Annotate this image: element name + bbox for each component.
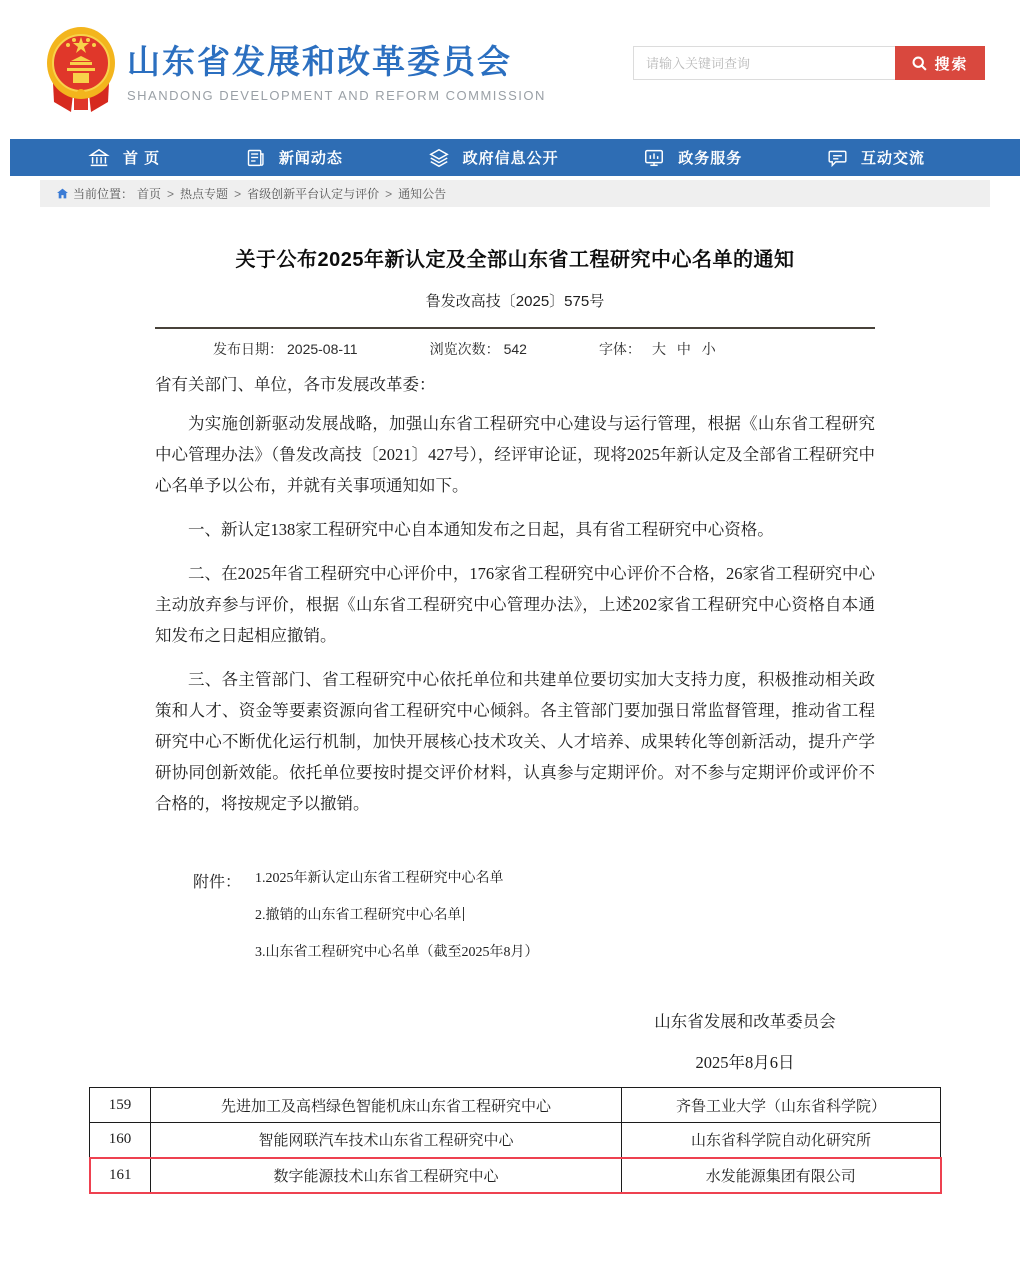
center-list-table — [89, 1087, 942, 1194]
national-emblem-logo — [45, 25, 117, 113]
row-number-cell: 161 — [90, 1158, 151, 1193]
view-count-value: 542 — [503, 341, 527, 357]
layers-icon — [428, 147, 450, 169]
brand-text — [127, 36, 546, 103]
table-row — [90, 1123, 941, 1158]
breadcrumb-item-home[interactable]: 首页 — [137, 187, 162, 201]
font-size-large-button[interactable]: 大 — [651, 341, 666, 357]
search-button[interactable] — [895, 46, 985, 80]
nav-item-gov-services[interactable] — [643, 147, 742, 169]
search-bar — [633, 46, 985, 80]
text-cursor — [463, 907, 464, 921]
nav-item-interaction[interactable] — [827, 147, 925, 168]
chat-bubble-icon — [827, 147, 848, 168]
table-row-highlighted — [90, 1158, 941, 1193]
home-icon — [56, 187, 69, 200]
nav-item-label: 政务服务 — [678, 150, 743, 167]
signature-org: 山东省发展和改革委员会 — [654, 1012, 836, 1031]
paragraph: 一、新认定138家工程研究中心自本通知发布之日起，具有省工程研究中心资格。 — [188, 520, 774, 539]
paragraph: 三、各主管部门、省工程研究中心依托单位和共建单位要切实加大支持力度，积极推动相关政策和人才、资金等要素资源向省工程研究中心倾斜。各主管部门要加强日常监督管理，推动省工程研究中心不断优化运行机制，加快开展核心技术攻关、人才培养、成果转化等创新活动，提升产学研协同创新效能。依托单位要按时提交评价材料，认真参与定期评价。对不参与定期评价或评价不合格的，将按规定予以撤销。 — [155, 670, 875, 813]
breadcrumb-separator: > — [234, 186, 242, 201]
row-number-cell: 159 — [90, 1088, 151, 1123]
signature-block — [615, 1008, 875, 1073]
org-name-cell: 水发能源集团有限公司 — [622, 1158, 941, 1193]
search-icon — [911, 55, 928, 72]
site-title: 山东省发展和改革委员会 — [127, 42, 512, 80]
publish-date-label: 发布日期： — [213, 341, 283, 357]
font-size-medium-button[interactable]: 中 — [676, 341, 691, 357]
org-name-cell: 齐鲁工业大学（山东省科学院） — [622, 1088, 941, 1123]
brand[interactable] — [45, 25, 546, 113]
attachment-link-3[interactable]: 3.山东省工程研究中心名单（截至2025年8月） — [255, 945, 539, 960]
breadcrumb-separator: > — [167, 186, 175, 201]
attachment-link-2[interactable] — [255, 906, 539, 926]
bank-icon — [88, 147, 110, 169]
font-size-control — [599, 339, 716, 359]
attachment-link-2-text: 2.撤销的山东省工程研究中心名单 — [255, 908, 462, 923]
org-name-cell: 山东省科学院自动化研究所 — [622, 1123, 941, 1158]
attachments — [155, 869, 875, 980]
salutation: 省有关部门、单位，各市发展改革委： — [155, 375, 436, 394]
signature-date: 2025年8月6日 — [695, 1053, 795, 1072]
font-size-label: 字体： — [598, 341, 641, 357]
attachments-label: 附件： — [193, 874, 242, 891]
breadcrumb-item-topics[interactable]: 热点专题 — [180, 187, 229, 201]
center-name-cell: 数字能源技术山东省工程研究中心 — [151, 1158, 622, 1193]
row-number-cell: 160 — [90, 1123, 151, 1158]
attachment-link-1[interactable]: 1.2025年新认定山东省工程研究中心名单 — [255, 871, 504, 886]
center-name-cell: 智能网联汽车技术山东省工程研究中心 — [151, 1123, 622, 1158]
nav-item-label: 互动交流 — [860, 150, 925, 167]
breadcrumb-item-platform[interactable]: 省级创新平台认定与评价 — [247, 187, 380, 201]
breadcrumb-item-notices[interactable]: 通知公告 — [398, 187, 447, 201]
search-input[interactable] — [633, 46, 895, 80]
view-count-label: 浏览次数： — [429, 341, 500, 357]
paragraph: 为实施创新驱动发展战略，加强山东省工程研究中心建设与运行管理，根据《山东省工程研究中心管理办法》（鲁发改高技〔2021〕427号），经评审论证，现将2025年新认定及全部省工程研究中心名单予以公布，并就有关事项通知如下。 — [155, 414, 875, 495]
breadcrumb-prefix: 当前位置： — [73, 187, 134, 201]
divider — [155, 327, 875, 329]
publish-date — [213, 339, 358, 359]
nav-item-home[interactable] — [88, 147, 160, 169]
publish-date-value: 2025-08-11 — [287, 341, 358, 357]
monitor-chart-icon — [643, 147, 665, 169]
table-row — [90, 1088, 941, 1123]
view-count — [430, 339, 527, 359]
main-nav — [10, 139, 1020, 176]
nav-item-label: 新闻动态 — [278, 150, 343, 167]
newspaper-icon — [245, 147, 266, 168]
document-meta — [155, 339, 875, 359]
document-number: 鲁发改高技〔2025〕575号 — [425, 293, 605, 310]
site-subtitle: SHANDONG DEVELOPMENT AND REFORM COMMISSION — [127, 87, 546, 103]
nav-item-news[interactable] — [245, 147, 343, 168]
nav-item-gov-info[interactable] — [428, 147, 559, 169]
document-title: 关于公布2025年新认定及全部山东省工程研究中心名单的通知 — [235, 249, 795, 271]
paragraph: 二、在2025年省工程研究中心评价中，176家省工程研究中心评价不合格，26家省工程研究中心主动放弃参与评价，根据《山东省工程研究中心管理办法》，上述202家省工程研究中心资格自本通知发布之日起相应撤销。 — [155, 564, 875, 645]
breadcrumb-separator: > — [385, 186, 393, 201]
breadcrumb — [40, 180, 990, 207]
site-header — [0, 0, 1030, 139]
notice-document — [155, 243, 875, 1073]
nav-item-label: 首 页 — [123, 150, 161, 167]
font-size-small-button[interactable]: 小 — [701, 341, 716, 357]
center-name-cell: 先进加工及高档绿色智能机床山东省工程研究中心 — [151, 1088, 622, 1123]
search-button-label: 搜索 — [934, 55, 969, 73]
nav-item-label: 政府信息公开 — [462, 150, 559, 167]
